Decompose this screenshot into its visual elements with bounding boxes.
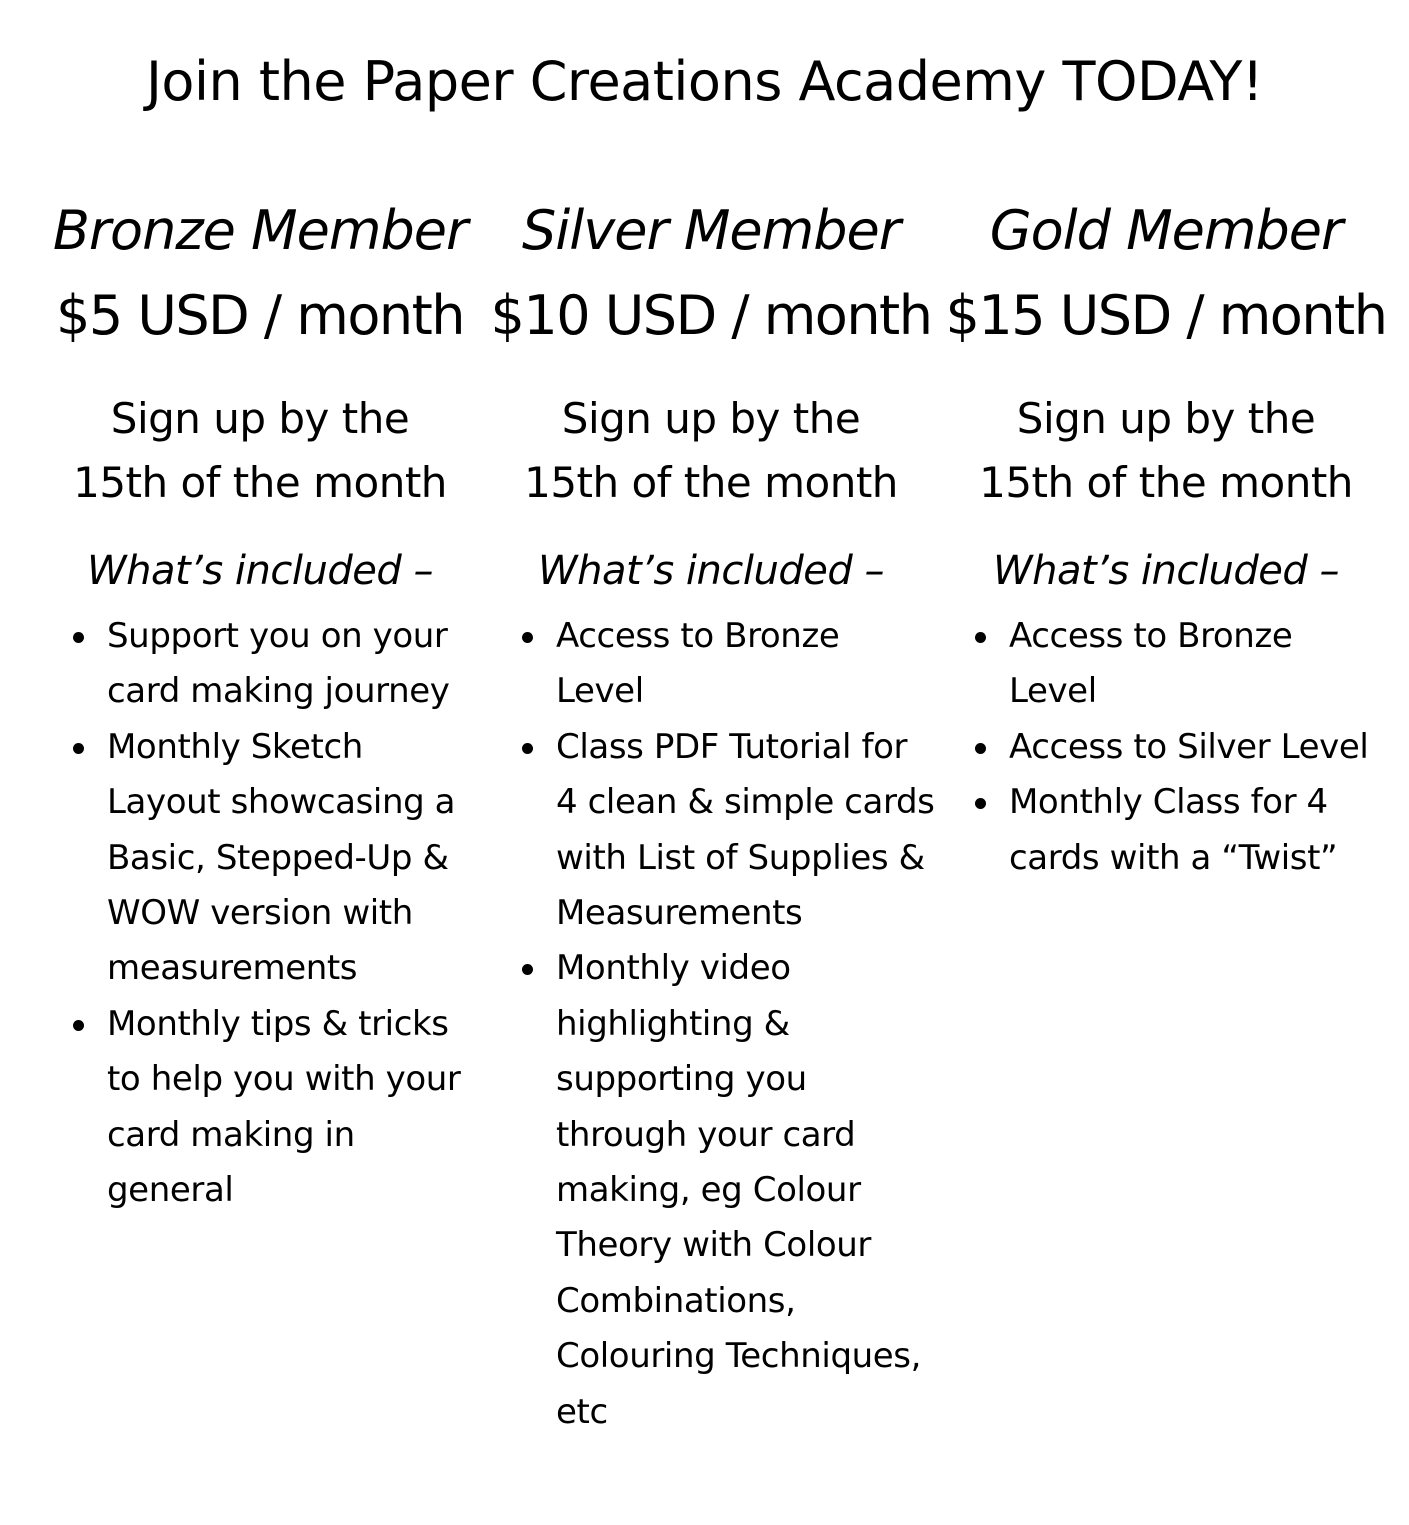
feature-text: Monthly Class for 4 cards with a “Twist” xyxy=(1009,782,1338,878)
feature-list xyxy=(107,609,477,1218)
feature-list xyxy=(556,609,936,1440)
signup-deadline-line-1: Sign up by the xyxy=(1016,394,1316,443)
signup-deadline-line-2: 15th of the month xyxy=(73,458,447,507)
bullet-icon xyxy=(73,743,84,754)
tier-price: $10 USD / month xyxy=(490,284,932,347)
tier-name: Silver Member xyxy=(522,199,900,262)
feature-item xyxy=(1009,720,1389,775)
feature-item xyxy=(107,720,477,997)
page-title: Join the Paper Creations Academy TODAY! xyxy=(145,50,1263,113)
feature-item xyxy=(556,609,936,720)
bullet-icon xyxy=(73,632,84,643)
signup-deadline xyxy=(488,387,934,515)
tier-price: $5 USD / month xyxy=(55,284,465,347)
feature-item xyxy=(556,720,936,942)
included-heading: What’s included – xyxy=(993,548,1339,594)
bullet-icon xyxy=(522,632,533,643)
bullet-icon xyxy=(73,1020,84,1031)
feature-item xyxy=(556,941,936,1440)
signup-deadline xyxy=(40,387,480,515)
bullet-icon xyxy=(975,632,986,643)
bullet-icon xyxy=(975,743,986,754)
feature-text: Monthly tips & tricks to help you with your card making in general xyxy=(107,1003,461,1211)
feature-item xyxy=(107,997,477,1219)
feature-text: Monthly video highlighting & supporting you through your card making, eg Colour Theory with Colour Combinations, Colouring Techniques, etc xyxy=(556,948,922,1432)
signup-deadline-line-1: Sign up by the xyxy=(110,394,410,443)
bullet-icon xyxy=(522,964,533,975)
feature-text: Access to Bronze Level xyxy=(1009,616,1293,712)
feature-text: Monthly Sketch Layout showcasing a Basic, Stepped-Up & WOW version with measurements xyxy=(107,726,456,989)
tier-name: Gold Member xyxy=(989,199,1343,262)
signup-deadline-line-1: Sign up by the xyxy=(561,394,861,443)
feature-list xyxy=(1009,609,1389,886)
signup-deadline-line-2: 15th of the month xyxy=(979,458,1353,507)
included-heading: What’s included – xyxy=(538,548,884,594)
bullet-icon xyxy=(522,743,533,754)
included-heading: What’s included – xyxy=(87,548,433,594)
feature-text: Support you on your card making journey xyxy=(107,616,450,712)
feature-item xyxy=(1009,775,1389,886)
signup-deadline-line-2: 15th of the month xyxy=(524,458,898,507)
feature-text: Access to Silver Level xyxy=(1009,726,1369,767)
tier-price: $15 USD / month xyxy=(945,284,1387,347)
feature-text: Access to Bronze Level xyxy=(556,616,840,712)
feature-item xyxy=(1009,609,1389,720)
signup-deadline xyxy=(940,387,1392,515)
feature-item xyxy=(107,609,477,720)
tier-name: Bronze Member xyxy=(52,199,468,262)
bullet-icon xyxy=(975,798,986,809)
feature-text: Class PDF Tutorial for 4 clean & simple cards with List of Supplies & Measurements xyxy=(556,726,935,934)
